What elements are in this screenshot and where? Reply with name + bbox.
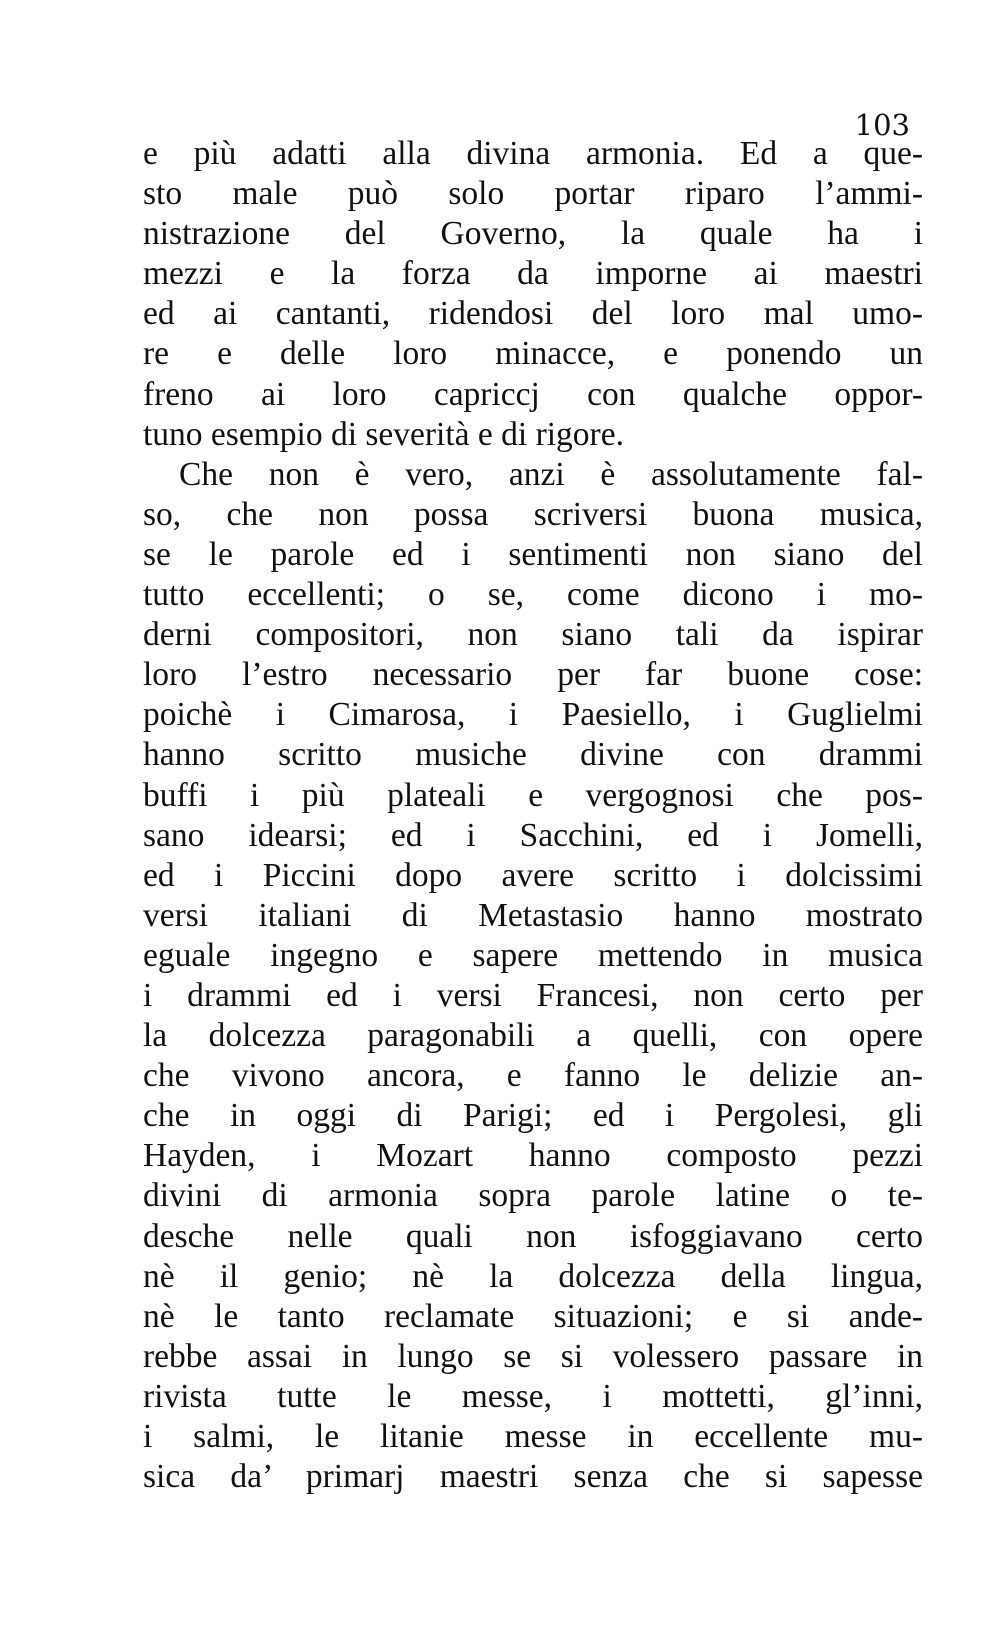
page-number: 103 [854,108,910,142]
text-line: sto male può solo portar riparo l’ammi- [143,175,923,213]
text-line: rivista tutte le messe, i mottetti, gl’inni, [143,1377,923,1415]
text-line: tuno esempio di severità e di rigore. [143,415,624,453]
text-line: Che non è vero, anzi è assolutamente fal- [179,455,923,493]
text-line: sica da’ primarj maestri senza che si sapesse [143,1458,923,1496]
text-line: che in oggi di Parigi; ed i Pergolesi, gli [143,1097,923,1135]
text-line: ed ai cantanti, ridendosi del loro mal umo- [143,295,923,333]
text-line: mezzi e la forza da imporne ai maestri [143,255,923,293]
text-line: ed i Piccini dopo avere scritto i dolcissimi [143,856,923,894]
text-line: hanno scritto musiche divine con drammi [143,736,923,774]
text-line: e più adatti alla divina armonia. Ed a que- [143,135,923,172]
paragraph-2 [143,455,923,1497]
text-line: che vivono ancora, e fanno le delizie an- [143,1057,923,1095]
text-line: nè le tanto reclamate situazioni; e si ande- [143,1297,923,1335]
text-line: derni compositori, non siano tali da ispirar [143,616,923,654]
text-line: Hayden, i Mozart hanno composto pezzi [143,1137,923,1175]
text-line: rebbe assai in lungo se si volessero passare in [143,1337,923,1375]
text-line: versi italiani di Metastasio hanno mostrato [143,896,923,934]
text-line: freno ai loro capriccj con qualche oppor- [143,375,923,413]
text-line: desche nelle quali non isfoggiavano certo [143,1217,923,1255]
text-line: buffi i più plateali e vergognosi che pos- [143,776,923,814]
text-line: i salmi, le litanie messe in eccellente mu- [143,1418,923,1455]
text-line: nè il genio; nè la dolcezza della lingua, [143,1257,923,1295]
text-line: eguale ingegno e sapere mettendo in musica [143,936,923,974]
text-line: se le parole ed i sentimenti non siano del [143,535,923,573]
text-line: tutto eccellenti; o se, come dicono i mo- [143,576,923,614]
text-line: divini di armonia sopra parole latine o te- [143,1177,923,1215]
text-line: sano idearsi; ed i Sacchini, ed i Jomelli, [143,816,923,854]
text-line: loro l’estro necessario per far buone cose: [143,656,923,694]
text-line: so, che non possa scriversi buona musica, [143,495,923,533]
text-line: nistrazione del Governo, la quale ha i [143,215,923,253]
text-line: la dolcezza paragonabili a quelli, con opere [143,1017,923,1055]
text-line: i drammi ed i versi Francesi, non certo per [143,976,923,1014]
text-line: poichè i Cimarosa, i Paesiello, i Guglielmi [143,696,923,734]
body-text [143,134,923,1497]
text-line: re e delle loro minacce, e ponendo un [143,335,923,373]
paragraph-1 [143,134,923,455]
